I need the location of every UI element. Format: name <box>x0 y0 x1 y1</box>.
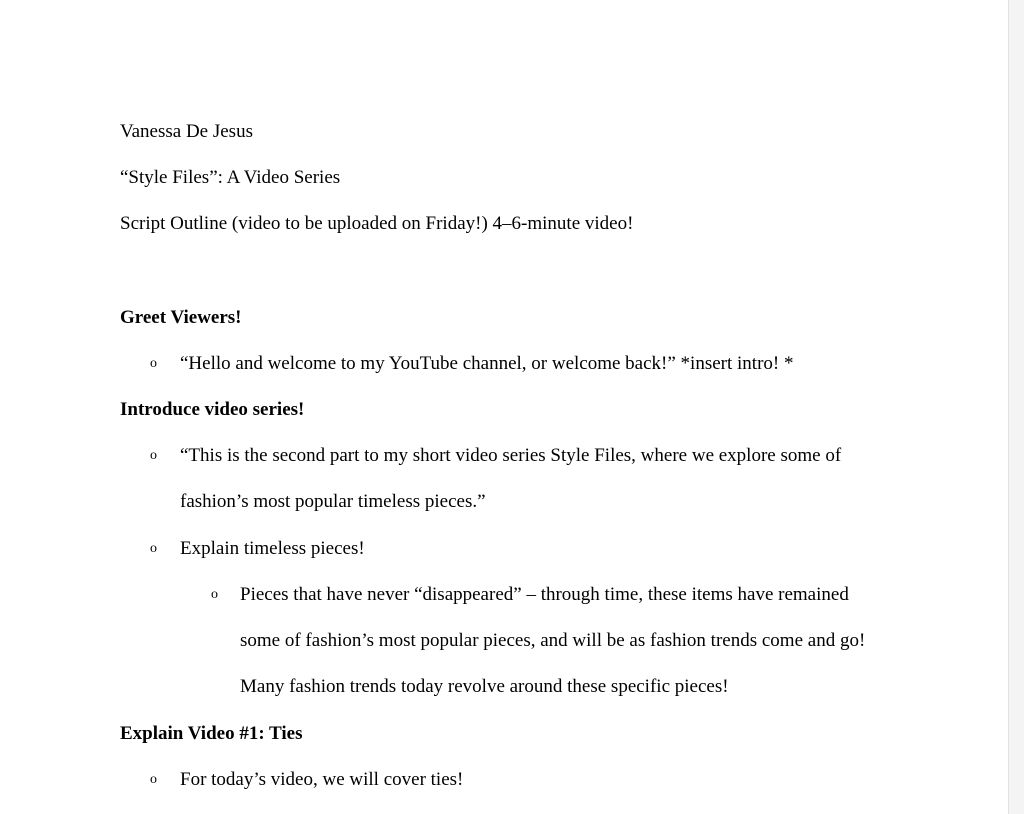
series-title: “Style Files”: A Video Series <box>120 167 341 188</box>
bullet-explain-timeless: Explain timeless pieces! <box>180 538 365 559</box>
bullet-series-intro-cont: fashion’s most popular timeless pieces.” <box>180 491 486 512</box>
sub-bullet-timeless-line-3: Many fashion trends today revolve around these specific pieces! <box>240 676 729 697</box>
sub-bullet-marker: o <box>211 587 218 602</box>
section-heading-introduce: Introduce video series! <box>120 399 305 420</box>
sub-bullet-timeless-line-1: Pieces that have never “disappeared” – through time, these items have remained <box>240 584 849 605</box>
section-heading-greet: Greet Viewers! <box>120 307 242 328</box>
bullet-series-intro: “This is the second part to my short video series Style Files, where we explore some of <box>180 445 842 466</box>
bullet-marker: o <box>150 448 157 463</box>
sub-bullet-timeless-line-2: some of fashion’s most popular pieces, and will be as fashion trends come and go! <box>240 630 866 651</box>
section-heading-ties: Explain Video #1: Ties <box>120 723 303 744</box>
window-edge <box>1008 0 1024 814</box>
bullet-marker: o <box>150 772 157 787</box>
bullet-ties: For today’s video, we will cover ties! <box>180 769 464 790</box>
bullet-greeting: “Hello and welcome to my YouTube channel, or welcome back!” *insert intro! * <box>180 353 794 374</box>
script-note: Script Outline (video to be uploaded on Friday!) 4–6-minute video! <box>120 213 634 234</box>
bullet-marker: o <box>150 541 157 556</box>
author-name: Vanessa De Jesus <box>120 121 253 142</box>
bullet-marker: o <box>150 356 157 371</box>
